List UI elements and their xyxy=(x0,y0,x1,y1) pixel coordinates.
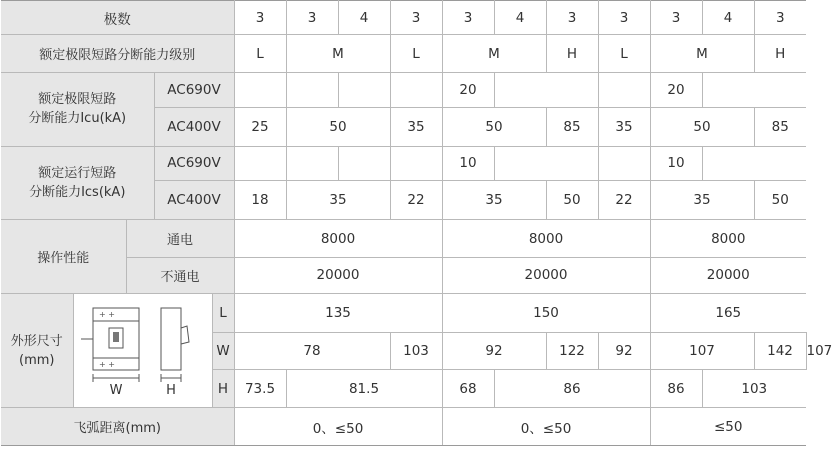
breaking-class-cell: M xyxy=(442,35,546,72)
icu-ac400-cell: 50 xyxy=(650,108,754,146)
poles-header: 极数 xyxy=(1,1,234,35)
dim-W-cell: 92 xyxy=(442,332,546,369)
operation-header: 操作性能 xyxy=(1,220,126,294)
empty-cell xyxy=(390,72,442,107)
icu-ac690-cell: 20 xyxy=(650,72,702,107)
breaking-class-cell: H xyxy=(546,35,598,72)
operation-powered-cell: 8000 xyxy=(442,220,650,257)
empty-cell xyxy=(286,146,338,180)
arc-distance-header: 飞弧距离(mm) xyxy=(1,408,234,446)
empty-cell xyxy=(234,146,286,180)
icu-ac400-cell: 50 xyxy=(442,108,546,146)
poles-cell: 3 xyxy=(650,1,702,35)
arc-distance-cell: 0、≤50 xyxy=(234,408,442,446)
breaking-class-cell: H xyxy=(754,35,806,72)
dim-W-cell: 92 xyxy=(598,332,650,369)
breaking-class-cell: L xyxy=(234,35,286,72)
breaking-class-cell: M xyxy=(650,35,754,72)
dim-W-cell: 142 xyxy=(754,332,806,369)
figure-height-label: H xyxy=(166,382,176,398)
dim-L-cell: 165 xyxy=(650,294,806,332)
spec-table: 极数 3 3 4 3 3 4 3 3 3 4 3 额定极限短路分断能力级别 L M L M H L M H 额定极限短路 分断能力Icu(kA) AC690V 20 20 AC400V 25 50 35 50 85 35 50 85 额定运行短路 分断能力Ics(kA) AC690V 10 10 AC400V 18 35 22 35 50 22 35 50 操作性能 通电 8000 8000 8000 不通电 20000 20000 20000 外形尺寸 (mm) + + + + W H L 135 150 165 W 78 103 92 122 92 107 142 107 H 73.5 81.5 68 86 86 103 飞弧距离(mm) 0、≤50 0、≤50 ≤50 xyxy=(1,0,806,446)
ics-header-line2: 分断能力Ics(kA) xyxy=(29,184,126,200)
dim-L-cell: 150 xyxy=(442,294,650,332)
poles-cell: 4 xyxy=(338,1,390,35)
dim-L-cell: 135 xyxy=(234,294,442,332)
icu-ac400-cell: 50 xyxy=(286,108,390,146)
dimensions-header xyxy=(1,294,73,408)
dim-H-cell: 103 xyxy=(702,370,806,408)
ics-ac690-cell: 10 xyxy=(442,146,494,180)
empty-cell xyxy=(702,146,806,180)
poles-cell: 3 xyxy=(442,1,494,35)
arc-distance-cell: ≤50 xyxy=(650,408,806,446)
ics-ac400-cell: 22 xyxy=(390,180,442,220)
dim-W-cell: 103 xyxy=(390,332,442,369)
dim-H-cell: 81.5 xyxy=(286,370,442,408)
empty-cell xyxy=(338,146,390,180)
empty-cell xyxy=(286,72,338,107)
operation-powered-label: 通电 xyxy=(126,220,234,257)
ics-header xyxy=(1,146,154,220)
breaker-outline-drawing xyxy=(77,298,208,404)
empty-cell xyxy=(702,72,806,107)
icu-ac400-cell: 35 xyxy=(390,108,442,146)
dim-W-cell: 78 xyxy=(234,332,390,369)
empty-cell xyxy=(494,72,598,107)
terminal-mark-top: + + xyxy=(99,309,115,319)
terminal-mark-bottom: + + xyxy=(99,359,115,369)
icu-ac400-cell: 85 xyxy=(754,108,806,146)
poles-cell: 4 xyxy=(702,1,754,35)
operation-powered-cell: 8000 xyxy=(650,220,806,257)
ics-ac400-cell: 35 xyxy=(286,180,390,220)
empty-cell xyxy=(390,146,442,180)
icu-ac400-label: AC400V xyxy=(154,108,234,146)
ics-ac400-cell: 35 xyxy=(650,180,754,220)
dim-W-cell: 107 xyxy=(650,332,754,369)
dim-W-label: W xyxy=(212,332,234,369)
poles-cell: 3 xyxy=(754,1,806,35)
dimensions-header-line1: 外形尺寸 xyxy=(10,333,63,349)
poles-cell: 3 xyxy=(390,1,442,35)
operation-powered-cell: 8000 xyxy=(234,220,442,257)
breaking-class-cell: L xyxy=(598,35,650,72)
breaker-front-handle xyxy=(113,332,119,342)
empty-cell xyxy=(598,146,650,180)
operation-unpowered-cell: 20000 xyxy=(234,257,442,293)
figure-width-label: W xyxy=(109,382,123,398)
empty-cell xyxy=(234,72,286,107)
dimensions-header-line2: (mm) xyxy=(19,352,55,368)
poles-cell: 3 xyxy=(546,1,598,35)
empty-cell xyxy=(494,146,598,180)
breaker-side-body xyxy=(161,308,181,370)
operation-unpowered-cell: 20000 xyxy=(442,257,650,293)
dim-L-label: L xyxy=(212,294,234,332)
icu-ac400-cell: 25 xyxy=(234,108,286,146)
icu-header-line1: 额定极限短路 xyxy=(38,92,117,108)
icu-header-line2: 分断能力Icu(kA) xyxy=(28,111,127,127)
icu-ac690-label: AC690V xyxy=(154,72,234,107)
empty-cell xyxy=(598,72,650,107)
dim-H-cell: 86 xyxy=(494,370,650,408)
ics-ac400-cell: 50 xyxy=(754,180,806,220)
ics-ac400-cell: 50 xyxy=(546,180,598,220)
dim-H-cell: 68 xyxy=(442,370,494,408)
breaker-side-handle xyxy=(181,326,189,344)
ics-ac400-cell: 18 xyxy=(234,180,286,220)
ics-ac690-label: AC690V xyxy=(154,146,234,180)
breaking-class-cell: L xyxy=(390,35,442,72)
ics-ac400-cell: 35 xyxy=(442,180,546,220)
breaking-class-cell: M xyxy=(286,35,390,72)
poles-cell: 4 xyxy=(494,1,546,35)
operation-unpowered-cell: 20000 xyxy=(650,257,806,293)
icu-ac690-cell: 20 xyxy=(442,72,494,107)
arc-distance-cell: 0、≤50 xyxy=(442,408,650,446)
icu-header xyxy=(1,72,154,146)
breaker-outline-figure xyxy=(73,294,212,408)
ics-ac400-cell: 22 xyxy=(598,180,650,220)
ics-header-line1: 额定运行短路 xyxy=(38,165,117,181)
operation-unpowered-label: 不通电 xyxy=(126,257,234,293)
dim-H-label: H xyxy=(212,370,234,408)
icu-ac400-cell: 85 xyxy=(546,108,598,146)
dim-H-cell: 73.5 xyxy=(234,370,286,408)
dim-H-cell: 86 xyxy=(650,370,702,408)
dim-W-cell: 122 xyxy=(546,332,598,369)
empty-cell xyxy=(338,72,390,107)
poles-cell: 3 xyxy=(234,1,286,35)
poles-cell: 3 xyxy=(598,1,650,35)
poles-cell: 3 xyxy=(286,1,338,35)
breaking-class-header: 额定极限短路分断能力级别 xyxy=(1,35,234,72)
icu-ac400-cell: 35 xyxy=(598,108,650,146)
ics-ac400-label: AC400V xyxy=(154,180,234,220)
ics-ac690-cell: 10 xyxy=(650,146,702,180)
